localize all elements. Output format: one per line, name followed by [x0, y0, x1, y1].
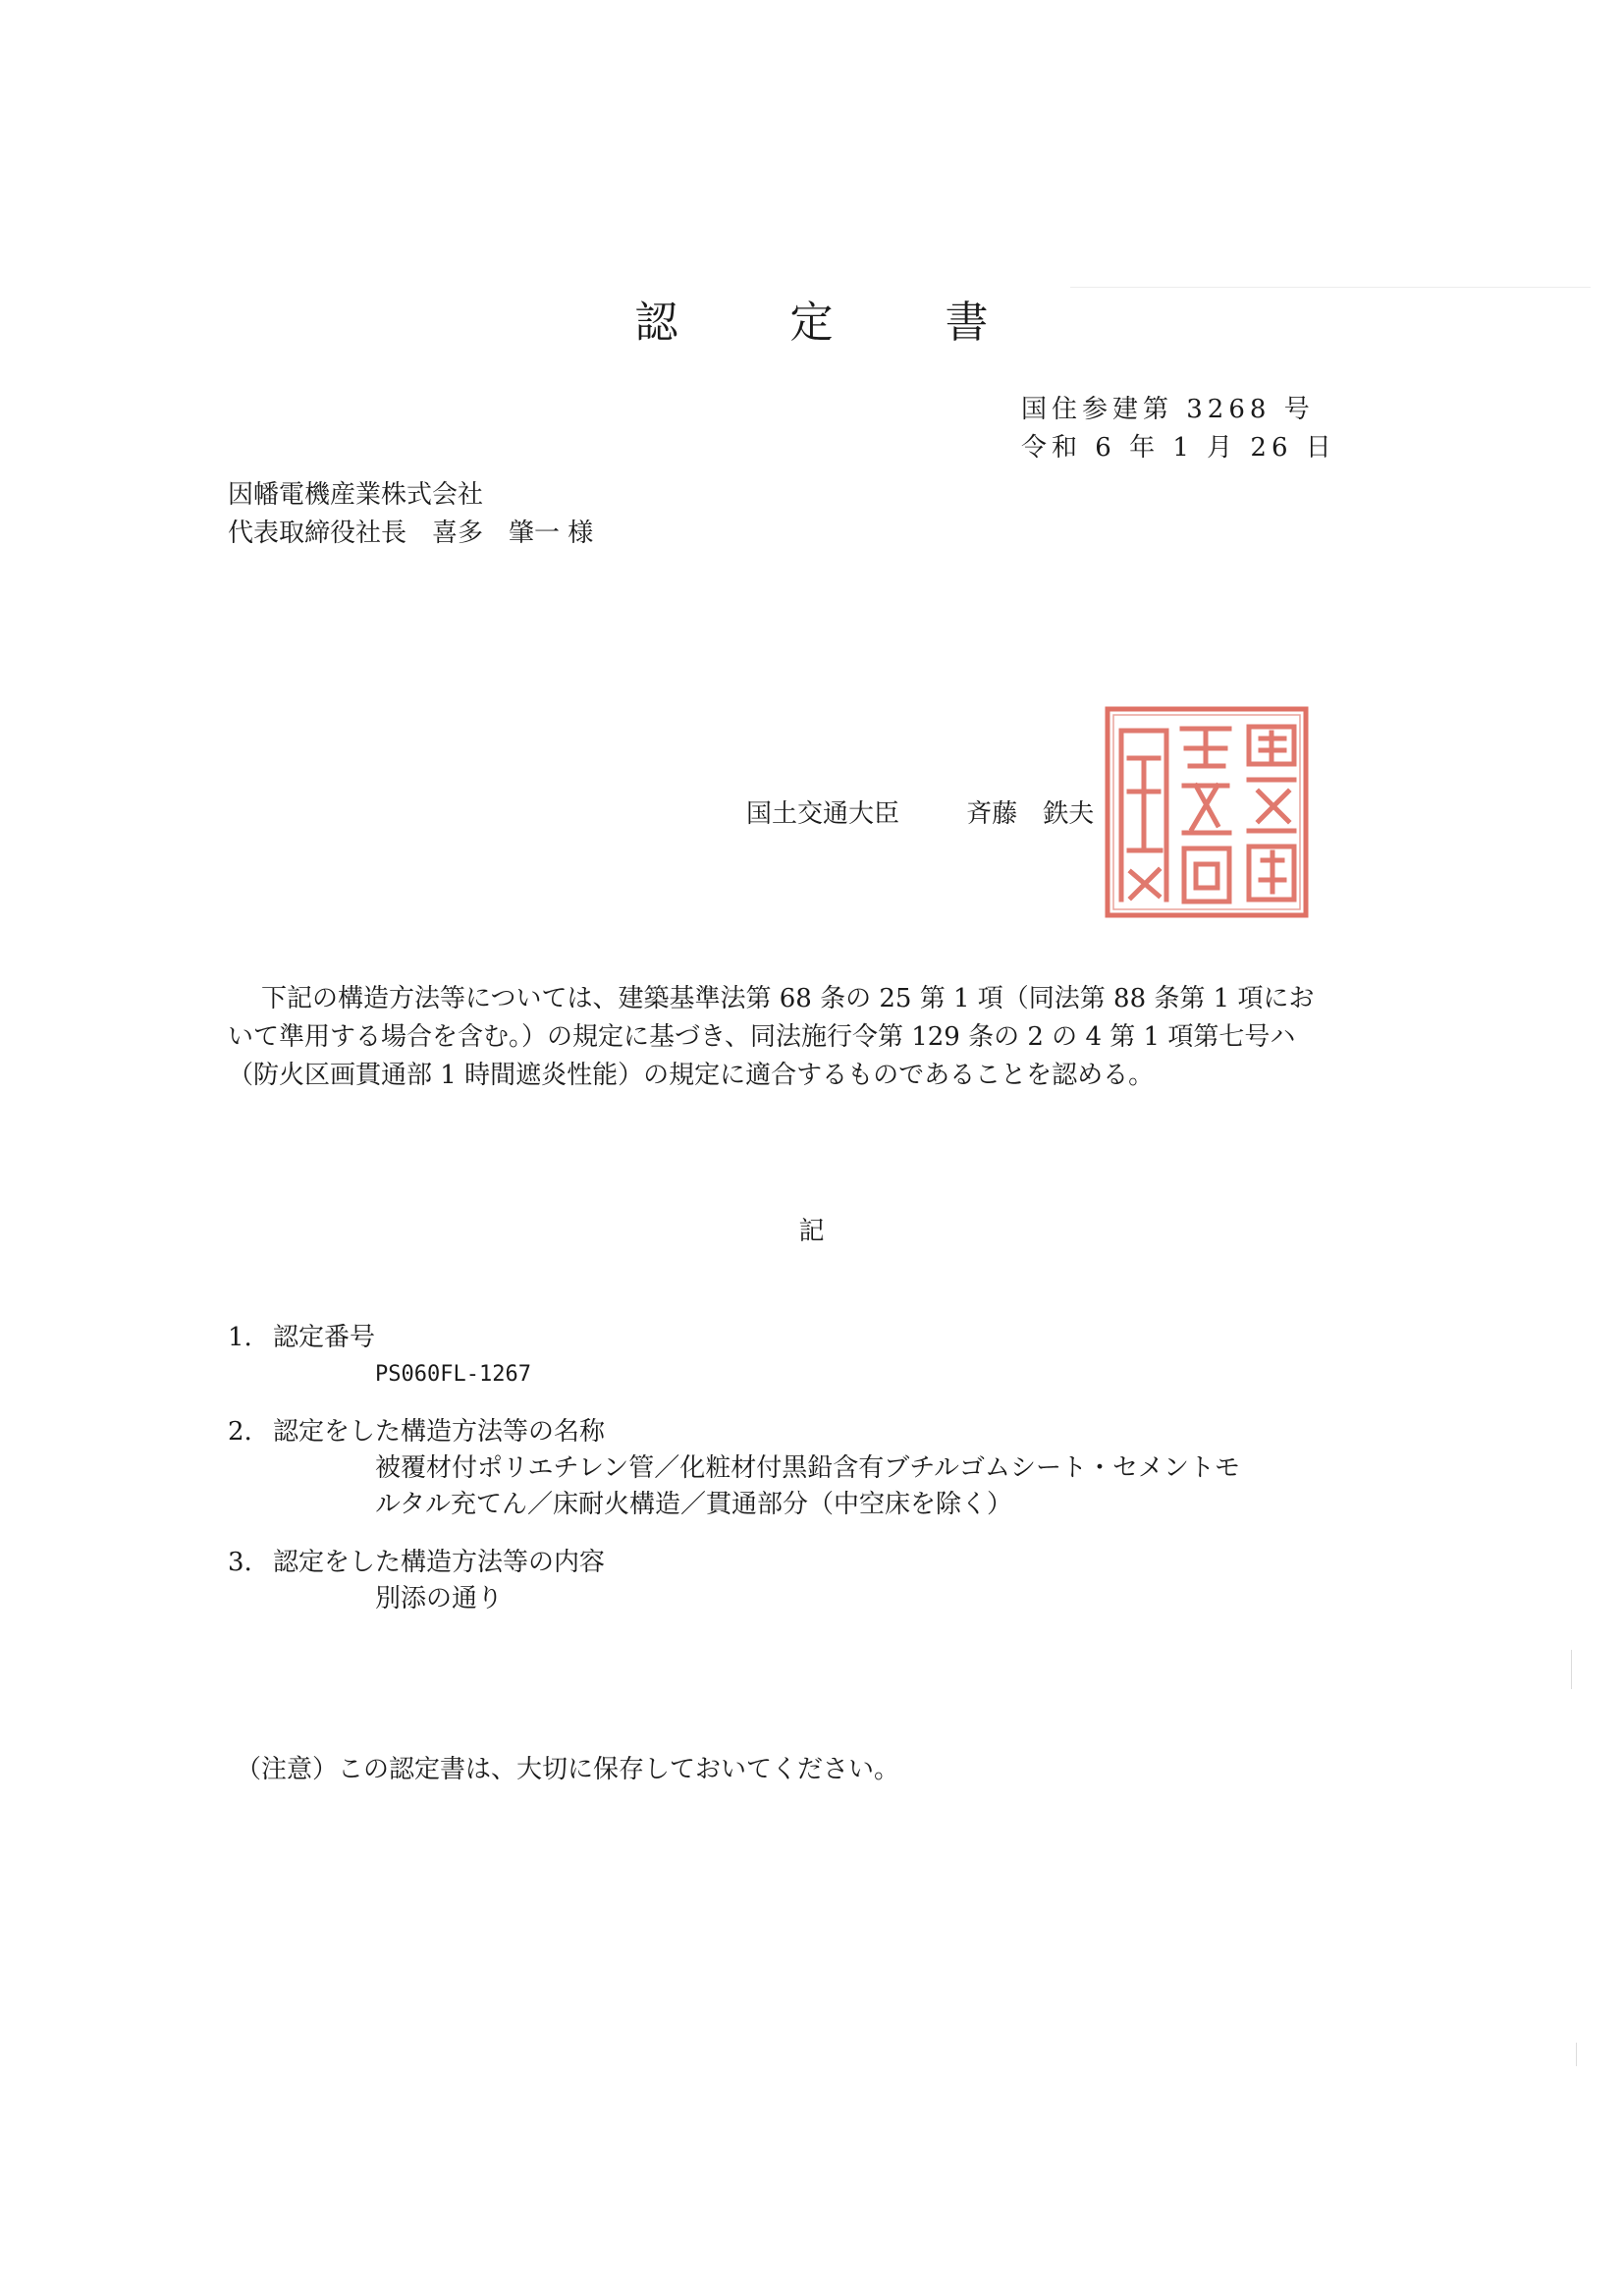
item-heading: 認定番号: [273, 1323, 376, 1352]
item-value-line: 被覆材付ポリエチレン管／化粧材付黒鉛含有ブチルゴムシート・セメントモ: [375, 1453, 1241, 1483]
list-item: [228, 1414, 1240, 1523]
list-item: [228, 1545, 1240, 1617]
reference-block: [1021, 391, 1336, 467]
issuer-title: 国土交通大臣: [746, 799, 900, 829]
issue-date: 令和 6 年 1 月 26 日: [1021, 433, 1336, 463]
recipient-block: [228, 476, 593, 553]
list-item: [228, 1320, 1240, 1393]
document-title: 認 定 書: [634, 298, 1038, 348]
caution-note: （注意）この認定書は、大切に保存しておいてください。: [236, 1755, 900, 1784]
statement-line-1: 下記の構造方法等については、建築基準法第 68 条の 25 第 1 項（同法第 88 条第 1 項にお: [261, 984, 1315, 1013]
issuer-name: 斉藤 鉄夫: [966, 799, 1095, 829]
statement-line-2: いて準用する場合を含む。）の規定に基づき、同法施行令第 129 条の 2 の 4 第 1 項第七号ハ: [228, 1022, 1296, 1052]
certification-number: PS060FL-1267: [375, 1362, 531, 1387]
reference-number: 国住参建第 3268 号: [1021, 395, 1315, 424]
certification-statement: [228, 980, 1386, 1095]
item-heading-row: [228, 1545, 1240, 1581]
item-heading-row: [228, 1320, 1240, 1356]
recipient-company: 因幡電機産業株式会社: [228, 480, 484, 510]
statement-line-3: （防火区画貫通部 1 時間遮炎性能）の規定に適合するものであることを認める。: [228, 1061, 1155, 1090]
issuer-block: [746, 793, 1094, 830]
item-heading-row: [228, 1414, 1240, 1450]
recipient-representative: 代表取締役社長 喜多 肇一 様: [228, 519, 594, 548]
official-seal-stamp: [1102, 703, 1312, 921]
ki-heading: 記: [798, 1217, 825, 1246]
item-value-line: ルタル充てん／床耐火構造／貫通部分（中空床を除く）: [375, 1490, 1012, 1519]
item-number: 1.: [228, 1323, 252, 1352]
item-heading: 認定をした構造方法等の名称: [273, 1417, 606, 1447]
item-value-line: 別添の通り: [375, 1584, 504, 1613]
scan-edge-mark: [1571, 1650, 1572, 1689]
item-heading: 認定をした構造方法等の内容: [273, 1548, 606, 1577]
scan-edge-mark: [1576, 2043, 1577, 2066]
item-number: 3.: [228, 1548, 252, 1577]
certification-items: [228, 1320, 1240, 1639]
item-number: 2.: [228, 1417, 252, 1447]
